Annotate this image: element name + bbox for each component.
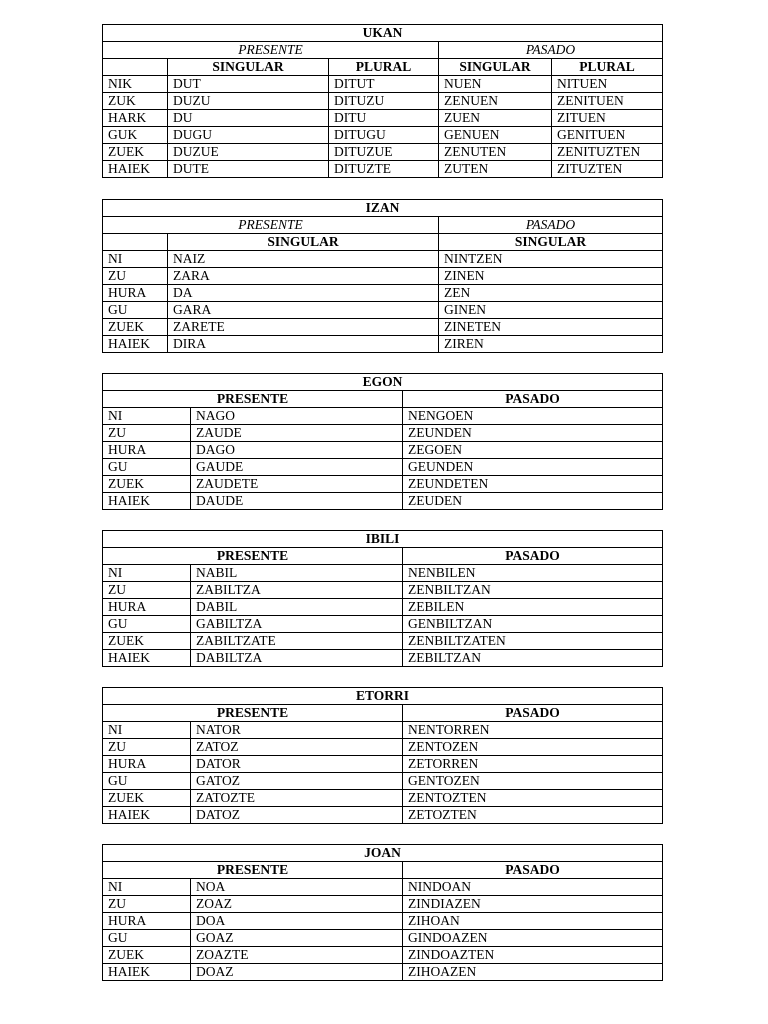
column-header: PLURAL	[552, 59, 663, 76]
table-row	[103, 493, 663, 510]
conjugation-cell: GATOZ	[191, 773, 403, 790]
conjugation-cell: NINDOAN	[403, 879, 663, 896]
table-row	[103, 616, 663, 633]
tense-past-header: PASADO	[403, 862, 663, 879]
conjugation-cell: NENGOEN	[403, 408, 663, 425]
conjugation-cell: ZEN	[439, 285, 663, 302]
conjugation-cell: NATOR	[191, 722, 403, 739]
conjugation-cell: GENTOZEN	[403, 773, 663, 790]
conjugation-cell: DATOR	[191, 756, 403, 773]
pronoun-cell: GUK	[103, 127, 168, 144]
empty-cell	[103, 234, 168, 251]
tense-past-header: PASADO	[439, 42, 663, 59]
conjugation-cell: ZINDIAZEN	[403, 896, 663, 913]
conjugation-cell: DAGO	[191, 442, 403, 459]
conjugation-cell: ZENUTEN	[439, 144, 552, 161]
table-row	[103, 144, 663, 161]
conjugation-cell: ZENTOZEN	[403, 739, 663, 756]
pronoun-cell: GU	[103, 773, 191, 790]
table-row	[103, 964, 663, 981]
pronoun-cell: ZU	[103, 582, 191, 599]
pronoun-cell: ZUEK	[103, 947, 191, 964]
pronoun-cell: GU	[103, 930, 191, 947]
table-row	[103, 408, 663, 425]
conjugation-cell: DOAZ	[191, 964, 403, 981]
verb-title: IBILI	[103, 531, 663, 548]
conjugation-cell: GOAZ	[191, 930, 403, 947]
conjugation-cell: ZARA	[168, 268, 439, 285]
column-header: SINGULAR	[168, 59, 329, 76]
conjugation-cell: GAUDE	[191, 459, 403, 476]
pronoun-cell: HAIEK	[103, 650, 191, 667]
tense-present-header: PRESENTE	[103, 548, 403, 565]
table-row	[103, 739, 663, 756]
column-header: SINGULAR	[439, 59, 552, 76]
pronoun-cell: GU	[103, 459, 191, 476]
conjugation-cell: ZOAZ	[191, 896, 403, 913]
conjugation-cell: ZATOZ	[191, 739, 403, 756]
conjugation-cell: DOA	[191, 913, 403, 930]
conjugation-cell: ZUEN	[439, 110, 552, 127]
pronoun-cell: NI	[103, 722, 191, 739]
table-row	[103, 268, 663, 285]
table-row	[103, 790, 663, 807]
column-header: SINGULAR	[168, 234, 439, 251]
pronoun-cell: ZU	[103, 268, 168, 285]
table-row	[103, 599, 663, 616]
conjugation-cell: GENBILTZAN	[403, 616, 663, 633]
conjugation-cell: ZIHOAZEN	[403, 964, 663, 981]
tense-present-header: PRESENTE	[103, 42, 439, 59]
conjugation-cell: GINEN	[439, 302, 663, 319]
conjugation-cell: ZEUDEN	[403, 493, 663, 510]
pronoun-cell: NI	[103, 565, 191, 582]
table-row	[103, 251, 663, 268]
table-row	[103, 319, 663, 336]
conjugation-cell: NUEN	[439, 76, 552, 93]
table-row	[103, 930, 663, 947]
conjugation-cell: ZABILTZATE	[191, 633, 403, 650]
conjugation-cell: DUGU	[168, 127, 329, 144]
tense-past-header: PASADO	[403, 705, 663, 722]
conjugation-cell: NENTORREN	[403, 722, 663, 739]
verb-title: EGON	[103, 374, 663, 391]
conjugation-cell: ZENUEN	[439, 93, 552, 110]
table-row	[103, 459, 663, 476]
conjugation-cell: DITUT	[329, 76, 439, 93]
conjugation-cell: GENUEN	[439, 127, 552, 144]
ibili-table	[102, 530, 663, 667]
pronoun-cell: ZUEK	[103, 790, 191, 807]
conjugation-cell: ZEUNDEN	[403, 425, 663, 442]
table-row	[103, 633, 663, 650]
tense-past-header: PASADO	[439, 217, 663, 234]
conjugation-cell: GENITUEN	[552, 127, 663, 144]
pronoun-cell: ZUEK	[103, 144, 168, 161]
conjugation-cell: ZIREN	[439, 336, 663, 353]
verb-title: ETORRI	[103, 688, 663, 705]
pronoun-cell: ZUK	[103, 93, 168, 110]
conjugation-cell: NENBILEN	[403, 565, 663, 582]
pronoun-cell: ZU	[103, 425, 191, 442]
table-row	[103, 476, 663, 493]
pronoun-cell: ZUEK	[103, 476, 191, 493]
table-row	[103, 425, 663, 442]
conjugation-cell: DABIL	[191, 599, 403, 616]
empty-cell	[103, 59, 168, 76]
conjugation-cell: ZAUDE	[191, 425, 403, 442]
conjugation-cell: ZOAZTE	[191, 947, 403, 964]
pronoun-cell: HARK	[103, 110, 168, 127]
pronoun-cell: ZUEK	[103, 319, 168, 336]
pronoun-cell: HURA	[103, 285, 168, 302]
conjugation-cell: ZENITUEN	[552, 93, 663, 110]
conjugation-cell: ZABILTZA	[191, 582, 403, 599]
conjugation-cell: GABILTZA	[191, 616, 403, 633]
etorri-table	[102, 687, 663, 824]
pronoun-cell: HAIEK	[103, 161, 168, 178]
conjugation-cell: DABILTZA	[191, 650, 403, 667]
tense-present-header: PRESENTE	[103, 705, 403, 722]
conjugation-cell: DITUGU	[329, 127, 439, 144]
joan-table	[102, 844, 663, 981]
table-row	[103, 807, 663, 824]
conjugation-cell: DATOZ	[191, 807, 403, 824]
tense-past-header: PASADO	[403, 548, 663, 565]
tense-present-header: PRESENTE	[103, 391, 403, 408]
table-row	[103, 896, 663, 913]
conjugation-cell: NINTZEN	[439, 251, 663, 268]
conjugation-cell: ZINEN	[439, 268, 663, 285]
izan-table	[102, 199, 663, 353]
conjugation-cell: ZUTEN	[439, 161, 552, 178]
conjugation-cell: DITU	[329, 110, 439, 127]
verb-title: JOAN	[103, 845, 663, 862]
table-row	[103, 76, 663, 93]
table-row	[103, 565, 663, 582]
pronoun-cell: HURA	[103, 442, 191, 459]
conjugation-cell: ZEBILEN	[403, 599, 663, 616]
conjugation-cell: ZETOZTEN	[403, 807, 663, 824]
conjugation-cell: ZITUZTEN	[552, 161, 663, 178]
table-row	[103, 302, 663, 319]
tense-present-header: PRESENTE	[103, 862, 403, 879]
pronoun-cell: ZUEK	[103, 633, 191, 650]
conjugation-cell: ZENBILTZAN	[403, 582, 663, 599]
conjugation-cell: ZEBILTZAN	[403, 650, 663, 667]
conjugation-cell: DUZUE	[168, 144, 329, 161]
pronoun-cell: HAIEK	[103, 336, 168, 353]
conjugation-cell: DA	[168, 285, 439, 302]
conjugation-cell: ZIHOAN	[403, 913, 663, 930]
conjugation-cell: NAIZ	[168, 251, 439, 268]
egon-table	[102, 373, 663, 510]
verb-title: IZAN	[103, 200, 663, 217]
conjugation-cell: ZAUDETE	[191, 476, 403, 493]
conjugation-cell: NAGO	[191, 408, 403, 425]
table-row	[103, 336, 663, 353]
table-row	[103, 756, 663, 773]
conjugation-cell: ZATOZTE	[191, 790, 403, 807]
conjugation-cell: ZARETE	[168, 319, 439, 336]
conjugation-cell: DUT	[168, 76, 329, 93]
conjugation-cell: GINDOAZEN	[403, 930, 663, 947]
pronoun-cell: GU	[103, 302, 168, 319]
table-row	[103, 650, 663, 667]
table-row	[103, 582, 663, 599]
ukan-table	[102, 24, 663, 178]
column-header: PLURAL	[329, 59, 439, 76]
table-row	[103, 110, 663, 127]
conjugation-cell: DUTE	[168, 161, 329, 178]
conjugation-cell: GEUNDEN	[403, 459, 663, 476]
tense-past-header: PASADO	[403, 391, 663, 408]
pronoun-cell: HAIEK	[103, 807, 191, 824]
pronoun-cell: NI	[103, 251, 168, 268]
pronoun-cell: NI	[103, 879, 191, 896]
conjugation-cell: ZENTOZTEN	[403, 790, 663, 807]
conjugation-cell: NABIL	[191, 565, 403, 582]
conjugation-cell: DU	[168, 110, 329, 127]
table-row	[103, 913, 663, 930]
table-row	[103, 161, 663, 178]
pronoun-cell: ZU	[103, 739, 191, 756]
pronoun-cell: HAIEK	[103, 493, 191, 510]
conjugation-cell: DAUDE	[191, 493, 403, 510]
pronoun-cell: HURA	[103, 913, 191, 930]
table-row	[103, 127, 663, 144]
pronoun-cell: HURA	[103, 756, 191, 773]
conjugation-cell: NITUEN	[552, 76, 663, 93]
verb-title: UKAN	[103, 25, 663, 42]
conjugation-cell: NOA	[191, 879, 403, 896]
pronoun-cell: ZU	[103, 896, 191, 913]
conjugation-cell: ZINETEN	[439, 319, 663, 336]
pronoun-cell: NI	[103, 408, 191, 425]
column-header: SINGULAR	[439, 234, 663, 251]
table-row	[103, 93, 663, 110]
conjugation-cell: DITUZTE	[329, 161, 439, 178]
conjugation-cell: DITUZU	[329, 93, 439, 110]
conjugation-cell: ZINDOAZTEN	[403, 947, 663, 964]
pronoun-cell: HAIEK	[103, 964, 191, 981]
conjugation-cell: ZENBILTZATEN	[403, 633, 663, 650]
table-row	[103, 947, 663, 964]
table-row	[103, 879, 663, 896]
tense-present-header: PRESENTE	[103, 217, 439, 234]
table-row	[103, 773, 663, 790]
pronoun-cell: HURA	[103, 599, 191, 616]
table-row	[103, 285, 663, 302]
conjugation-cell: GARA	[168, 302, 439, 319]
pronoun-cell: GU	[103, 616, 191, 633]
table-row	[103, 722, 663, 739]
conjugation-cell: ZEUNDETEN	[403, 476, 663, 493]
conjugation-cell: DIRA	[168, 336, 439, 353]
conjugation-cell: ZITUEN	[552, 110, 663, 127]
table-row	[103, 442, 663, 459]
conjugation-cell: ZEGOEN	[403, 442, 663, 459]
conjugation-cell: ZENITUZTEN	[552, 144, 663, 161]
conjugation-cell: ZETORREN	[403, 756, 663, 773]
conjugation-cell: DITUZUE	[329, 144, 439, 161]
pronoun-cell: NIK	[103, 76, 168, 93]
conjugation-cell: DUZU	[168, 93, 329, 110]
